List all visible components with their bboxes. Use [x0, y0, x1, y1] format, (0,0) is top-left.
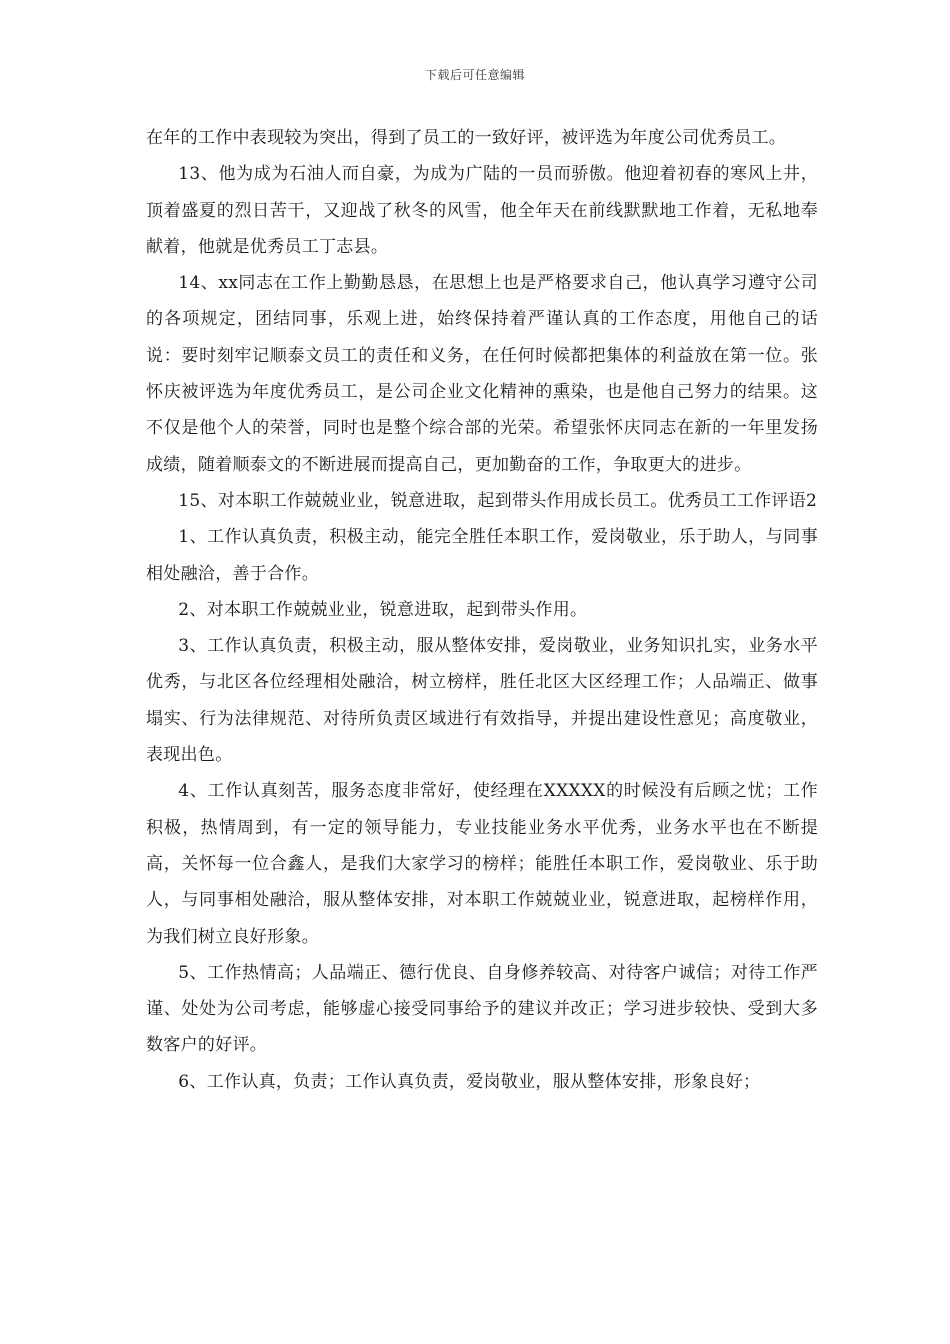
paragraph-4: 15、对本职工作兢兢业业，锐意进取，起到带头作用成长员工。优秀员工工作评语2: [178, 490, 818, 511]
paragraph-1: 在年的工作中表现较为突出，得到了员工的一致好评，被评选为年度公司优秀员工。: [146, 128, 787, 148]
page-header: 下载后可任意编辑: [424, 68, 525, 82]
document-body: [146, 120, 818, 1100]
paragraph-10: 6、工作认真，负责；工作认真负责，爱岗敬业，服从整体安排，形象良好；: [178, 1071, 761, 1092]
paragraph-3: 14、xx同志在工作上勤勤恳恳，在思想上也是严格要求自己，他认真学习遵守公司的各项规定，团结同事，乐观上进，始终保持着严谨认真的工作态度，用他自己的话说：要时刻牢记顺泰文员工的责任和义务，在任何时候都把集体的利益放在第一位。张怀庆被评选为年度优秀员工，是公司企业文化精神的熏染，也是他自己努力的结果。这不仅是他个人的荣誉，同时也是整个综合部的光荣。希望张怀庆同志在新的一年里发扬成绩，随着顺泰文的不断进展而提高自己，更加勤奋的工作，争取更大的进步。: [146, 273, 818, 475]
paragraph-2: 13、他为成为石油人而自豪，为成为广陆的一员而骄傲。他迎着初春的寒风上井，顶着盛夏的烈日苦干，又迎战了秋冬的风雪，他全年天在前线默默地工作着，无私地奉献着，他就是优秀员工丁志县。: [146, 164, 818, 257]
paragraph-6: 2、对本职工作兢兢业业，锐意进取，起到带头作用。: [178, 599, 588, 620]
paragraph-5: 1、工作认真负责，积极主动，能完全胜任本职工作，爱岗敬业，乐于助人，与同事相处融洽，善于合作。: [146, 527, 818, 584]
paragraph-8: 4、工作认真刻苦，服务态度非常好，使经理在XXXXX的时候没有后顾之忧；工作积极，热情周到，有一定的领导能力，专业技能业务水平优秀，业务水平也在不断提高，关怀每一位合鑫人，是我们大家学习的榜样；能胜任本职工作，爱岗敬业、乐于助人，与同事相处融洽，服从整体安排，对本职工作兢兢业业，锐意进取，起榜样作用，为我们树立良好形象。: [146, 781, 818, 947]
paragraph-7: 3、工作认真负责，积极主动，服从整体安排，爱岗敬业，业务知识扎实，业务水平优秀，与北区各位经理相处融洽，树立榜样，胜任北区大区经理工作；人品端正、做事塌实、行为法律规范、对待所负责区域进行有效指导，并提出建设性意见；高度敬业，表现出色。: [146, 636, 818, 766]
paragraph-9: 5、工作热情高；人品端正、德行优良、自身修养较高、对待客户诚信；对待工作严谨、处处为公司考虑，能够虚心接受同事给予的建议并改正；学习进步较快、受到大多数客户的好评。: [146, 962, 818, 1056]
